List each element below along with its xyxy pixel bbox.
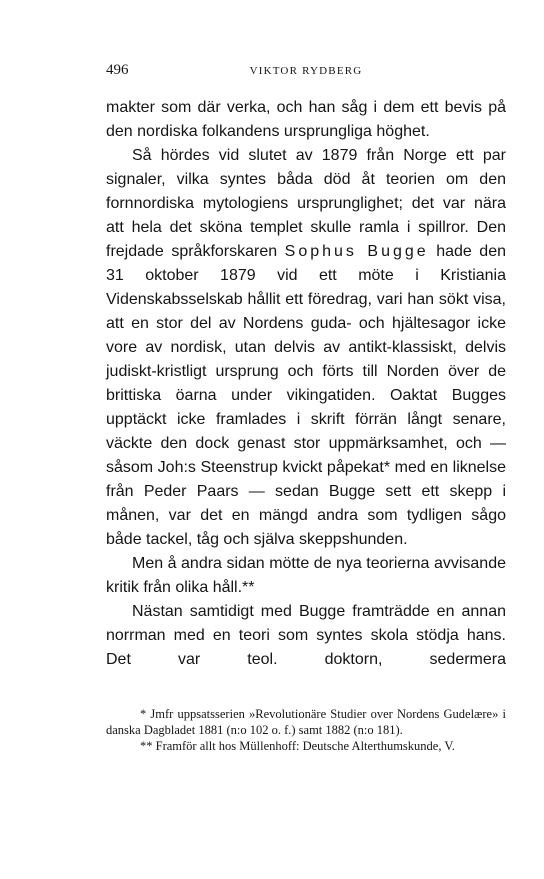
footnotes — [106, 706, 506, 754]
page-number: 496 — [106, 62, 129, 78]
paragraph-2-text-b: hade den 31 oktober 1879 vid ett möte i Kristiania Videnskabsselskab hållit ett föredrag, vari han sökt visa, att en stor del av Nordens guda- och hjältesagor icke vore av nordisk, utan delvis av antikt-klassiskt, delvis judiskt-kristligt ursprung och förts till Norden över de brittiska öarna under vikingatiden. Oaktat Bugges upptäckt icke framlades i skrift förrän långt senare, väckte den dock genast stor uppmärksamhet, och — såsom Joh:s Steenstrup kvickt påpekat* med en liknelse från Peder Paars — sedan Bugge sett ett skepp i månen, var det en mängd andra som tydligen sågo både tackel, tåg och själva skeppshunden. — [106, 243, 507, 548]
paragraph-2 — [106, 144, 506, 552]
paragraph-3: Men å andra sidan mötte de nya teorierna avvisande kritik från olika håll.** — [106, 555, 506, 596]
page-header — [106, 62, 506, 82]
body-text — [106, 96, 506, 672]
footnote-1: * Jmfr uppsatsserien »Revolutionäre Studier over Nordens Gudelære» i danska Dagbladet 1881 (n:o 102 o. f.) samt 1882 (n:o 181). — [106, 707, 506, 737]
paragraph-4: Nästan samtidigt med Bugge framträdde en annan norrman med en teori som syntes skola stödja hans. Det var teol. doktorn, sedermera — [106, 603, 506, 668]
paragraph-1: makter som där verka, och han såg i dem ett bevis på den nordiska folkandens ursprungliga höghet. — [106, 99, 506, 140]
footnote-2: ** Framför allt hos Müllenhoff: Deutsche Alterthumskunde, V. — [140, 739, 455, 753]
person-name-sophus-bugge: Sophus Bugge — [284, 243, 429, 260]
paragraph-2-text-a: Så hördes vid slutet av 1879 från Norge ett par signaler, vilka syntes båda död åt teorien om den fornnordiska mytologiens ursprunglighet; det var nära att hela det sköna templet skulle ramla i spillror. Den frejdade språkforskaren — [106, 147, 506, 260]
running-head: VIKTOR RYDBERG — [249, 65, 363, 77]
